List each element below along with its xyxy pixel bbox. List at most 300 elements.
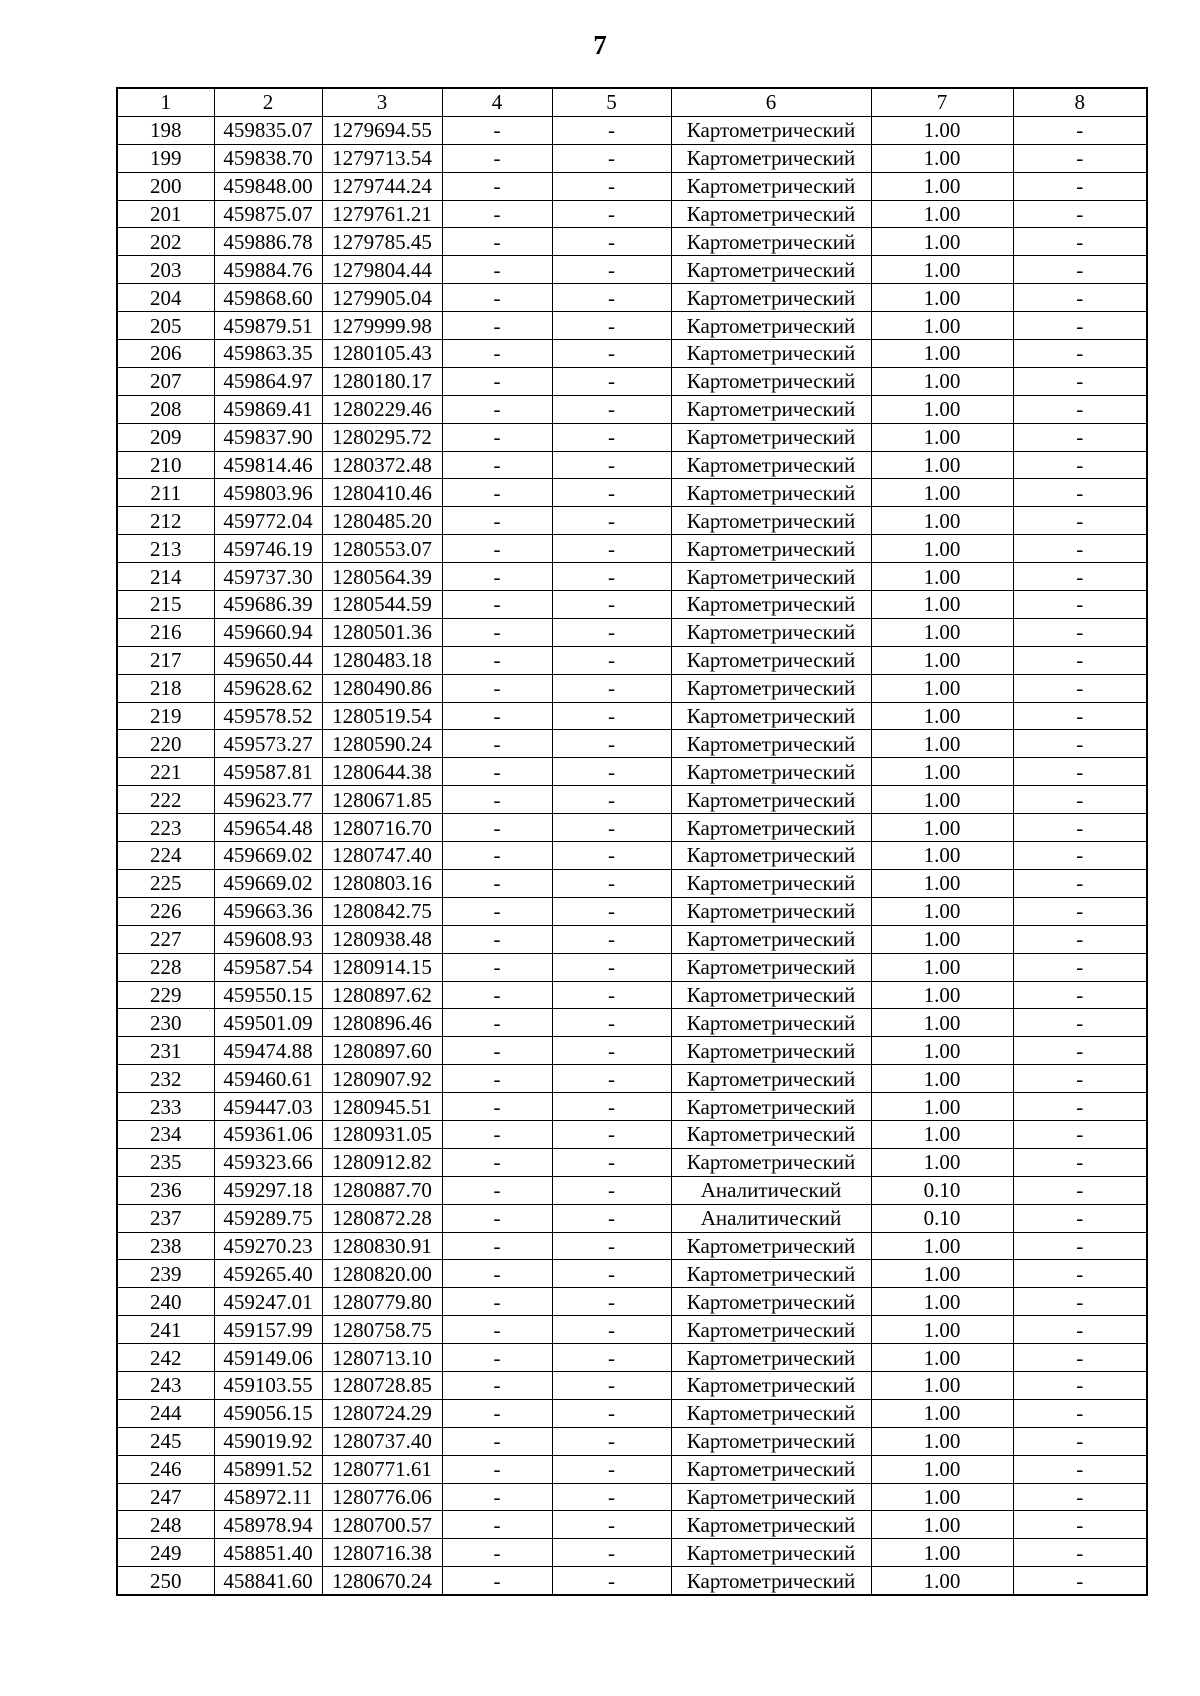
table-row [117,1065,1147,1093]
method-cell: Картометрический [671,284,871,312]
col5-cell: - [552,1483,671,1511]
point-number-cell: 199 [117,144,214,172]
col4-cell: - [442,284,552,312]
method-cell: Картометрический [671,1539,871,1567]
method-cell: Картометрический [671,367,871,395]
col4-cell: - [442,730,552,758]
x-coordinate-cell: 458991.52 [214,1455,322,1483]
table-row [117,869,1147,897]
accuracy-cell: 1.00 [871,1567,1013,1595]
table-row [117,1316,1147,1344]
method-cell: Картометрический [671,758,871,786]
table-row [117,340,1147,368]
col8-cell: - [1013,284,1147,312]
y-coordinate-cell: 1280670.24 [322,1567,442,1595]
method-cell: Картометрический [671,981,871,1009]
column-header: 6 [671,88,871,116]
col5-cell: - [552,1009,671,1037]
col4-cell: - [442,1427,552,1455]
col8-cell: - [1013,981,1147,1009]
method-cell: Картометрический [671,897,871,925]
col8-cell: - [1013,507,1147,535]
col5-cell: - [552,563,671,591]
accuracy-cell: 1.00 [871,1093,1013,1121]
method-cell: Картометрический [671,256,871,284]
point-number-cell: 243 [117,1371,214,1399]
method-cell: Картометрический [671,1371,871,1399]
col8-cell: - [1013,842,1147,870]
y-coordinate-cell: 1280912.82 [322,1148,442,1176]
x-coordinate-cell: 459608.93 [214,925,322,953]
y-coordinate-cell: 1280914.15 [322,953,442,981]
y-coordinate-cell: 1280229.46 [322,395,442,423]
x-coordinate-cell: 459149.06 [214,1344,322,1372]
x-coordinate-cell: 459265.40 [214,1260,322,1288]
method-cell: Картометрический [671,395,871,423]
col8-cell: - [1013,786,1147,814]
accuracy-cell: 1.00 [871,953,1013,981]
accuracy-cell: 1.00 [871,1288,1013,1316]
point-number-cell: 233 [117,1093,214,1121]
method-cell: Картометрический [671,1260,871,1288]
col4-cell: - [442,340,552,368]
point-number-cell: 221 [117,758,214,786]
col5-cell: - [552,507,671,535]
table-row [117,1483,1147,1511]
col5-cell: - [552,869,671,897]
point-number-cell: 215 [117,591,214,619]
col4-cell: - [442,535,552,563]
accuracy-cell: 1.00 [871,1009,1013,1037]
point-number-cell: 245 [117,1427,214,1455]
x-coordinate-cell: 459474.88 [214,1037,322,1065]
accuracy-cell: 1.00 [871,869,1013,897]
point-number-cell: 198 [117,116,214,144]
accuracy-cell: 1.00 [871,563,1013,591]
col5-cell: - [552,1371,671,1399]
x-coordinate-cell: 459323.66 [214,1148,322,1176]
col4-cell: - [442,1260,552,1288]
x-coordinate-cell: 459056.15 [214,1399,322,1427]
x-coordinate-cell: 459550.15 [214,981,322,1009]
col4-cell: - [442,256,552,284]
col8-cell: - [1013,646,1147,674]
point-number-cell: 207 [117,367,214,395]
col4-cell: - [442,1288,552,1316]
col4-cell: - [442,1371,552,1399]
col8-cell: - [1013,1539,1147,1567]
col5-cell: - [552,228,671,256]
point-number-cell: 220 [117,730,214,758]
col8-cell: - [1013,591,1147,619]
col5-cell: - [552,451,671,479]
accuracy-cell: 1.00 [871,1037,1013,1065]
col8-cell: - [1013,1511,1147,1539]
method-cell: Картометрический [671,200,871,228]
method-cell: Картометрический [671,1148,871,1176]
x-coordinate-cell: 459814.46 [214,451,322,479]
col8-cell: - [1013,479,1147,507]
point-number-cell: 213 [117,535,214,563]
point-number-cell: 239 [117,1260,214,1288]
col4-cell: - [442,674,552,702]
table-row [117,1455,1147,1483]
accuracy-cell: 1.00 [871,1260,1013,1288]
point-number-cell: 224 [117,842,214,870]
method-cell: Картометрический [671,507,871,535]
accuracy-cell: 1.00 [871,1427,1013,1455]
point-number-cell: 230 [117,1009,214,1037]
table-row [117,228,1147,256]
col5-cell: - [552,144,671,172]
method-cell: Картометрический [671,674,871,702]
x-coordinate-cell: 459772.04 [214,507,322,535]
x-coordinate-cell: 459460.61 [214,1065,322,1093]
point-number-cell: 222 [117,786,214,814]
table-row [117,758,1147,786]
method-cell: Картометрический [671,814,871,842]
col5-cell: - [552,1511,671,1539]
col5-cell: - [552,535,671,563]
point-number-cell: 223 [117,814,214,842]
x-coordinate-cell: 458841.60 [214,1567,322,1595]
col5-cell: - [552,981,671,1009]
table-row [117,925,1147,953]
method-cell: Картометрический [671,423,871,451]
col5-cell: - [552,1399,671,1427]
point-number-cell: 244 [117,1399,214,1427]
accuracy-cell: 1.00 [871,702,1013,730]
method-cell: Картометрический [671,116,871,144]
point-number-cell: 240 [117,1288,214,1316]
col8-cell: - [1013,1093,1147,1121]
accuracy-cell: 1.00 [871,507,1013,535]
y-coordinate-cell: 1280907.92 [322,1065,442,1093]
col4-cell: - [442,618,552,646]
col5-cell: - [552,200,671,228]
col4-cell: - [442,144,552,172]
method-cell: Картометрический [671,1288,871,1316]
col4-cell: - [442,1232,552,1260]
table-row [117,1399,1147,1427]
table-row [117,1176,1147,1204]
col4-cell: - [442,1009,552,1037]
accuracy-cell: 1.00 [871,1316,1013,1344]
column-header: 4 [442,88,552,116]
table-row [117,144,1147,172]
col5-cell: - [552,702,671,730]
col8-cell: - [1013,1427,1147,1455]
col4-cell: - [442,1176,552,1204]
method-cell: Картометрический [671,535,871,563]
col8-cell: - [1013,200,1147,228]
col4-cell: - [442,591,552,619]
table-row [117,1371,1147,1399]
method-cell: Картометрический [671,1065,871,1093]
col4-cell: - [442,507,552,535]
method-cell: Картометрический [671,563,871,591]
method-cell: Картометрический [671,1009,871,1037]
table-row [117,674,1147,702]
col4-cell: - [442,367,552,395]
point-number-cell: 211 [117,479,214,507]
x-coordinate-cell: 459879.51 [214,312,322,340]
col8-cell: - [1013,1120,1147,1148]
point-number-cell: 214 [117,563,214,591]
col8-cell: - [1013,535,1147,563]
point-number-cell: 201 [117,200,214,228]
col5-cell: - [552,1316,671,1344]
method-cell: Картометрический [671,730,871,758]
x-coordinate-cell: 459650.44 [214,646,322,674]
point-number-cell: 229 [117,981,214,1009]
accuracy-cell: 1.00 [871,1148,1013,1176]
col8-cell: - [1013,1232,1147,1260]
col4-cell: - [442,758,552,786]
x-coordinate-cell: 459746.19 [214,535,322,563]
y-coordinate-cell: 1280737.40 [322,1427,442,1455]
x-coordinate-cell: 459837.90 [214,423,322,451]
table-row [117,1427,1147,1455]
col5-cell: - [552,1260,671,1288]
col4-cell: - [442,395,552,423]
point-number-cell: 232 [117,1065,214,1093]
y-coordinate-cell: 1280872.28 [322,1204,442,1232]
col5-cell: - [552,284,671,312]
accuracy-cell: 1.00 [871,451,1013,479]
col8-cell: - [1013,1148,1147,1176]
x-coordinate-cell: 459863.35 [214,340,322,368]
accuracy-cell: 1.00 [871,367,1013,395]
col5-cell: - [552,1065,671,1093]
y-coordinate-cell: 1280896.46 [322,1009,442,1037]
col8-cell: - [1013,1399,1147,1427]
y-coordinate-cell: 1280590.24 [322,730,442,758]
point-number-cell: 250 [117,1567,214,1595]
x-coordinate-cell: 459578.52 [214,702,322,730]
col8-cell: - [1013,1483,1147,1511]
col4-cell: - [442,1511,552,1539]
col5-cell: - [552,1232,671,1260]
accuracy-cell: 1.00 [871,758,1013,786]
table-row [117,1539,1147,1567]
col4-cell: - [442,312,552,340]
table-row [117,1260,1147,1288]
table-row [117,702,1147,730]
y-coordinate-cell: 1280180.17 [322,367,442,395]
accuracy-cell: 1.00 [871,395,1013,423]
header-row [117,88,1147,116]
col5-cell: - [552,758,671,786]
col5-cell: - [552,395,671,423]
point-number-cell: 249 [117,1539,214,1567]
col8-cell: - [1013,340,1147,368]
point-number-cell: 236 [117,1176,214,1204]
method-cell: Картометрический [671,1120,871,1148]
col8-cell: - [1013,172,1147,200]
col4-cell: - [442,1120,552,1148]
point-number-cell: 204 [117,284,214,312]
y-coordinate-cell: 1280887.70 [322,1176,442,1204]
column-header: 7 [871,88,1013,116]
x-coordinate-cell: 459835.07 [214,116,322,144]
table-header [117,88,1147,116]
y-coordinate-cell: 1280483.18 [322,646,442,674]
y-coordinate-cell: 1280564.39 [322,563,442,591]
accuracy-cell: 1.00 [871,925,1013,953]
x-coordinate-cell: 459848.00 [214,172,322,200]
col8-cell: - [1013,144,1147,172]
col5-cell: - [552,1455,671,1483]
method-cell: Картометрический [671,228,871,256]
table-row [117,897,1147,925]
y-coordinate-cell: 1280716.70 [322,814,442,842]
x-coordinate-cell: 459660.94 [214,618,322,646]
method-cell: Аналитический [671,1204,871,1232]
col5-cell: - [552,674,671,702]
method-cell: Картометрический [671,1511,871,1539]
method-cell: Картометрический [671,869,871,897]
y-coordinate-cell: 1280820.00 [322,1260,442,1288]
table-row [117,479,1147,507]
point-number-cell: 247 [117,1483,214,1511]
accuracy-cell: 1.00 [871,284,1013,312]
table-row [117,200,1147,228]
col5-cell: - [552,591,671,619]
accuracy-cell: 1.00 [871,646,1013,674]
y-coordinate-cell: 1280544.59 [322,591,442,619]
x-coordinate-cell: 459289.75 [214,1204,322,1232]
col5-cell: - [552,340,671,368]
col5-cell: - [552,730,671,758]
accuracy-cell: 1.00 [871,814,1013,842]
accuracy-cell: 1.00 [871,1371,1013,1399]
accuracy-cell: 0.10 [871,1204,1013,1232]
point-number-cell: 234 [117,1120,214,1148]
method-cell: Картометрический [671,842,871,870]
x-coordinate-cell: 459654.48 [214,814,322,842]
y-coordinate-cell: 1280776.06 [322,1483,442,1511]
y-coordinate-cell: 1280485.20 [322,507,442,535]
table-row [117,395,1147,423]
accuracy-cell: 1.00 [871,116,1013,144]
point-number-cell: 228 [117,953,214,981]
table-row [117,1288,1147,1316]
method-cell: Картометрический [671,1093,871,1121]
y-coordinate-cell: 1280771.61 [322,1455,442,1483]
x-coordinate-cell: 459247.01 [214,1288,322,1316]
accuracy-cell: 1.00 [871,730,1013,758]
table-row [117,1567,1147,1595]
col5-cell: - [552,1093,671,1121]
point-number-cell: 212 [117,507,214,535]
accuracy-cell: 1.00 [871,1120,1013,1148]
col5-cell: - [552,479,671,507]
table-body [117,116,1147,1595]
table-row [117,1511,1147,1539]
accuracy-cell: 1.00 [871,897,1013,925]
y-coordinate-cell: 1280897.60 [322,1037,442,1065]
col8-cell: - [1013,1204,1147,1232]
col4-cell: - [442,1093,552,1121]
table-row [117,284,1147,312]
col8-cell: - [1013,814,1147,842]
col4-cell: - [442,1399,552,1427]
method-cell: Картометрический [671,172,871,200]
accuracy-cell: 1.00 [871,1539,1013,1567]
col5-cell: - [552,1176,671,1204]
y-coordinate-cell: 1280803.16 [322,869,442,897]
x-coordinate-cell: 459886.78 [214,228,322,256]
col8-cell: - [1013,674,1147,702]
table-row [117,1009,1147,1037]
accuracy-cell: 1.00 [871,423,1013,451]
accuracy-cell: 1.00 [871,312,1013,340]
x-coordinate-cell: 459737.30 [214,563,322,591]
accuracy-cell: 1.00 [871,1455,1013,1483]
method-cell: Картометрический [671,312,871,340]
method-cell: Картометрический [671,646,871,674]
col4-cell: - [442,814,552,842]
y-coordinate-cell: 1280553.07 [322,535,442,563]
col8-cell: - [1013,1567,1147,1595]
col5-cell: - [552,814,671,842]
y-coordinate-cell: 1279744.24 [322,172,442,200]
x-coordinate-cell: 458978.94 [214,1511,322,1539]
accuracy-cell: 1.00 [871,1511,1013,1539]
method-cell: Картометрический [671,1344,871,1372]
table-row [117,172,1147,200]
y-coordinate-cell: 1280897.62 [322,981,442,1009]
col4-cell: - [442,925,552,953]
point-number-cell: 202 [117,228,214,256]
y-coordinate-cell: 1280105.43 [322,340,442,368]
col8-cell: - [1013,367,1147,395]
method-cell: Картометрический [671,144,871,172]
col5-cell: - [552,1204,671,1232]
method-cell: Картометрический [671,1567,871,1595]
x-coordinate-cell: 459447.03 [214,1093,322,1121]
y-coordinate-cell: 1279804.44 [322,256,442,284]
x-coordinate-cell: 459864.97 [214,367,322,395]
point-number-cell: 227 [117,925,214,953]
col4-cell: - [442,1316,552,1344]
x-coordinate-cell: 459669.02 [214,842,322,870]
col4-cell: - [442,200,552,228]
col5-cell: - [552,367,671,395]
col5-cell: - [552,116,671,144]
y-coordinate-cell: 1280779.80 [322,1288,442,1316]
col8-cell: - [1013,758,1147,786]
col8-cell: - [1013,563,1147,591]
table-row [117,1120,1147,1148]
accuracy-cell: 1.00 [871,144,1013,172]
method-cell: Картометрический [671,1399,871,1427]
method-cell: Картометрический [671,618,871,646]
col8-cell: - [1013,1065,1147,1093]
table-row [117,1037,1147,1065]
x-coordinate-cell: 459868.60 [214,284,322,312]
point-number-cell: 218 [117,674,214,702]
accuracy-cell: 0.10 [871,1176,1013,1204]
x-coordinate-cell: 459361.06 [214,1120,322,1148]
col4-cell: - [442,479,552,507]
col8-cell: - [1013,228,1147,256]
accuracy-cell: 1.00 [871,200,1013,228]
col5-cell: - [552,953,671,981]
col4-cell: - [442,1567,552,1595]
y-coordinate-cell: 1280700.57 [322,1511,442,1539]
